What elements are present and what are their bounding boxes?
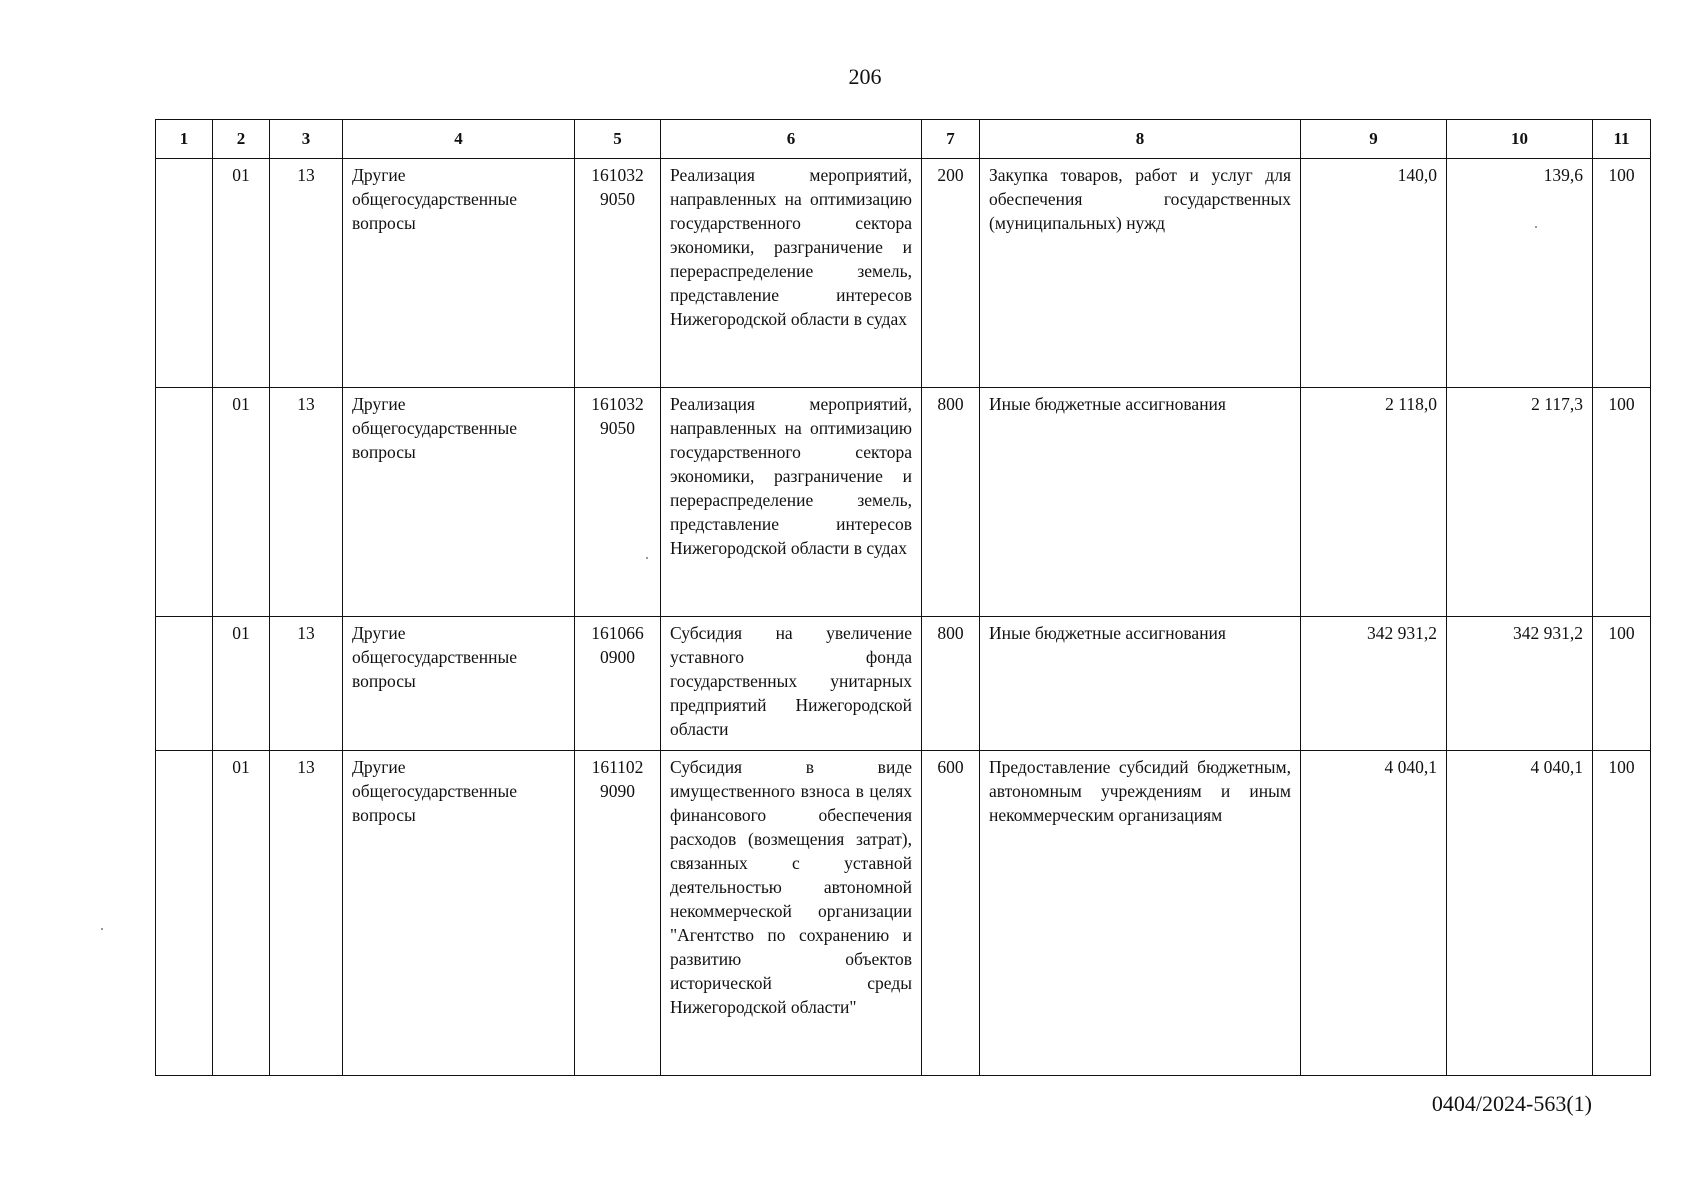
scan-speck — [101, 928, 103, 930]
column-header-6: 6 — [661, 120, 922, 159]
cell-subsection: 13 — [270, 751, 343, 1076]
cell-section: 01 — [213, 751, 270, 1076]
cell-subsection: 13 — [270, 617, 343, 751]
cell-executed: 342 931,2 — [1447, 617, 1593, 751]
cell-col1 — [156, 617, 213, 751]
cell-percent: 100 — [1593, 159, 1651, 388]
cell-planned: 140,0 — [1301, 159, 1447, 388]
cell-target-name: Субсидия на увеличение уставного фонда государственных унитарных предприятий Нижегородской области — [661, 617, 922, 751]
column-header-9: 9 — [1301, 120, 1447, 159]
cell-target-code: 161032 9050 — [575, 388, 661, 617]
column-header-7: 7 — [922, 120, 980, 159]
cell-section-name: Другие общегосударственные вопросы — [343, 159, 575, 388]
table-row — [156, 617, 1651, 751]
column-header-3: 3 — [270, 120, 343, 159]
header-row — [156, 120, 1651, 159]
cell-executed: 2 117,3 — [1447, 388, 1593, 617]
cell-percent: 100 — [1593, 617, 1651, 751]
table-row — [156, 159, 1651, 388]
column-header-5: 5 — [575, 120, 661, 159]
cell-target-code: 161032 9050 — [575, 159, 661, 388]
cell-col1 — [156, 388, 213, 617]
cell-expense-type-name: Закупка товаров, работ и услуг для обеспечения государственных (муниципальных) нужд — [980, 159, 1301, 388]
cell-planned: 4 040,1 — [1301, 751, 1447, 1076]
table-row — [156, 751, 1651, 1076]
cell-col1 — [156, 159, 213, 388]
cell-section: 01 — [213, 159, 270, 388]
cell-expense-type-code: 800 — [922, 617, 980, 751]
cell-expense-type-code: 600 — [922, 751, 980, 1076]
scan-speck — [1535, 226, 1537, 228]
cell-expense-type-name: Предоставление субсидий бюджетным, автономным учреждениям и иным некоммерческим организациям — [980, 751, 1301, 1076]
cell-subsection: 13 — [270, 159, 343, 388]
column-header-1: 1 — [156, 120, 213, 159]
cell-target-code: 161102 9090 — [575, 751, 661, 1076]
cell-executed: 139,6 — [1447, 159, 1593, 388]
cell-percent: 100 — [1593, 751, 1651, 1076]
cell-planned: 342 931,2 — [1301, 617, 1447, 751]
cell-expense-type-name: Иные бюджетные ассигнования — [980, 617, 1301, 751]
page-number: 206 — [848, 64, 882, 89]
cell-section: 01 — [213, 617, 270, 751]
document-id: 0404/2024-563(1) — [1431, 1091, 1592, 1116]
cell-col1 — [156, 751, 213, 1076]
cell-expense-type-code: 800 — [922, 388, 980, 617]
cell-expense-type-name: Иные бюджетные ассигнования — [980, 388, 1301, 617]
cell-target-name: Субсидия в виде имущественного взноса в целях финансового обеспечения расходов (возмещения затрат), связанных с уставной деятельностью автономной некоммерческой организации "Агентство по сохранению и развитию объектов исторической среды Нижегородской области" — [661, 751, 922, 1076]
cell-section: 01 — [213, 388, 270, 617]
cell-subsection: 13 — [270, 388, 343, 617]
column-header-4: 4 — [343, 120, 575, 159]
cell-planned: 2 118,0 — [1301, 388, 1447, 617]
column-header-10: 10 — [1447, 120, 1593, 159]
table-row — [156, 388, 1651, 617]
cell-section-name: Другие общегосударственные вопросы — [343, 617, 575, 751]
cell-section-name: Другие общегосударственные вопросы — [343, 388, 575, 617]
column-header-11: 11 — [1593, 120, 1651, 159]
cell-section-name: Другие общегосударственные вопросы — [343, 751, 575, 1076]
cell-expense-type-code: 200 — [922, 159, 980, 388]
budget-table — [155, 119, 1651, 1076]
column-header-8: 8 — [980, 120, 1301, 159]
cell-target-code: 161066 0900 — [575, 617, 661, 751]
cell-percent: 100 — [1593, 388, 1651, 617]
scan-speck — [646, 557, 648, 559]
cell-executed: 4 040,1 — [1447, 751, 1593, 1076]
cell-target-name: Реализация мероприятий, направленных на оптимизацию государственного сектора экономики, разграничение и перераспределение земель, представление интересов Нижегородской области в судах — [661, 388, 922, 617]
column-header-2: 2 — [213, 120, 270, 159]
cell-target-name: Реализация мероприятий, направленных на оптимизацию государственного сектора экономики, разграничение и перераспределение земель, представление интересов Нижегородской области в судах — [661, 159, 922, 388]
